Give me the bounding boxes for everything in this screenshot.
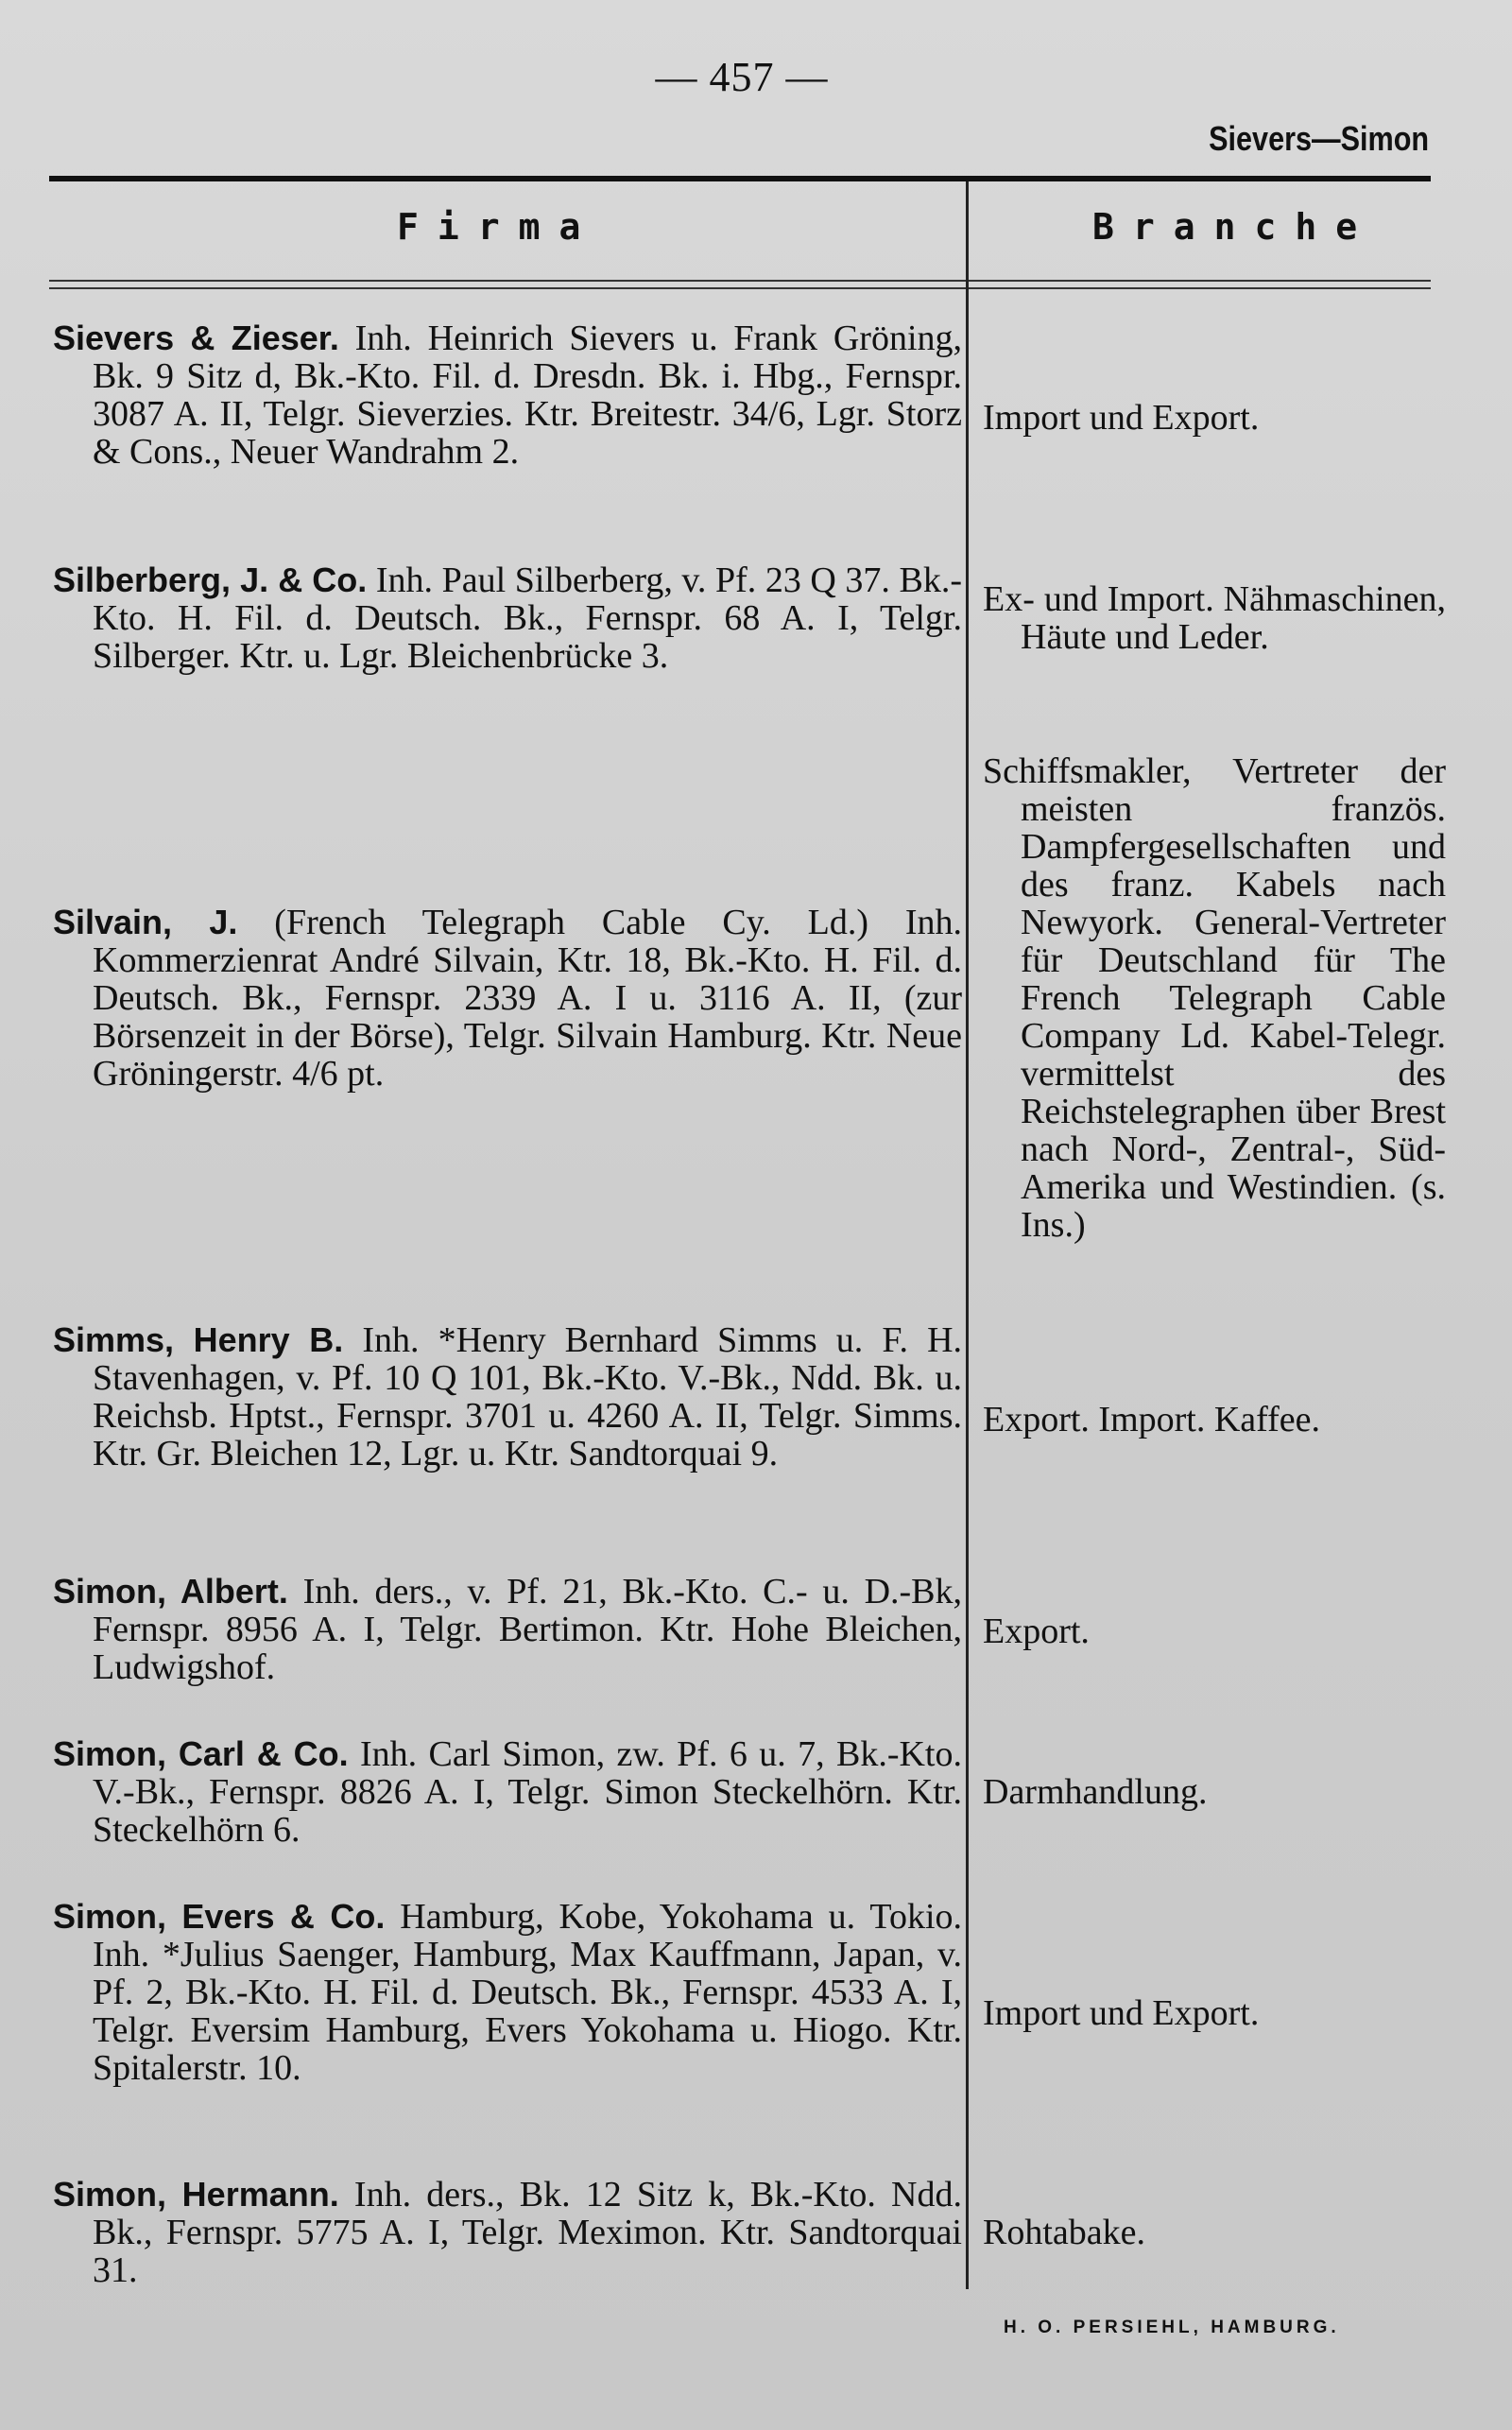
branche-text: Darmhandlung. — [983, 1772, 1208, 1812]
entry-firma — [53, 1321, 962, 1473]
branche-text: Export. — [983, 1611, 1090, 1651]
firm-details: Inh. ders., Bk. 12 Sitz k, Bk.-Kto. Ndd. Bk., Fernspr. 5775 A. I, Telgr. Meximon. Ktr. Sandtorquai 31. — [93, 2175, 963, 2290]
firm-name: Sievers & Zieser. — [53, 319, 339, 357]
firm-details: Inh. Paul Silberberg, v. Pf. 23 Q 37. Bk.-Kto. H. Fil. d. Deutsch. Bk., Fernspr. 68 A. I, Telgr. Silberger. Ktr. u. Lgr. Bleichenbrücke 3. — [93, 560, 962, 676]
entry-branche — [983, 2214, 1446, 2251]
column-header-firma: Firma — [397, 206, 600, 248]
entry-branche — [983, 399, 1446, 437]
branche-text: Rohtabake. — [983, 2213, 1146, 2252]
firm-details: Inh. ders., v. Pf. 21, Bk.-Kto. C.- u. D.-Bk, Fernspr. 8956 A. I, Telgr. Bertimon. Ktr. Hohe Bleichen, Ludwigshof. — [93, 1572, 963, 1687]
entry-firma — [53, 561, 962, 675]
branche-text: Import und Export. — [983, 1993, 1260, 2033]
entry-branche — [983, 1773, 1446, 1811]
entry-firma — [53, 319, 962, 471]
firm-name: Simon, Evers & Co. — [53, 1897, 386, 1936]
firm-name: Simon, Albert. — [53, 1572, 288, 1611]
column-separator — [966, 181, 969, 2289]
entry-branche — [983, 1994, 1446, 2032]
branche-text: Import und Export. — [983, 398, 1260, 438]
entry-branche — [983, 752, 1446, 1244]
entry-branche — [983, 1612, 1446, 1650]
firm-details: Inh. Carl Simon, zw. Pf. 6 u. 7, Bk.-Kto. V.-Bk., Fernspr. 8826 A. I, Telgr. Simon Steckelhörn. Ktr. Steckelhörn 6. — [93, 1734, 962, 1850]
branche-text: Schiffsmakler, Vertreter der meisten französ. Dampfergesellschaften und des franz. Kabels nach Newyork. General-Vertreter für Deutschland für The French Telegraph Cable Company Ld. Kabel-Telegr. vermittelst des Reichstelegraphen über Brest nach Nord-, Zentral-, Süd-Amerika und Westindien. (s. Ins.) — [983, 751, 1446, 1245]
entry-branche — [983, 580, 1446, 656]
firm-name: Silvain, J. — [53, 903, 238, 941]
entry-firma — [53, 1898, 962, 2087]
branche-text: Export. Import. Kaffee. — [983, 1400, 1321, 1439]
column-header-branche: Branche — [1092, 206, 1377, 248]
firm-details: Inh. *Henry Bernhard Simms u. F. H. Stavenhagen, v. Pf. 10 Q 101, Bk.-Kto. V.-Bk., Ndd. Bk. u. Reichsb. Hptst., Fernspr. 3701 u. 4260 A. II, Telgr. Simms. Ktr. Gr. Bleichen 12, Lgr. u. Ktr. Sandtorquai 9. — [93, 1320, 963, 1474]
printer-imprint: H. O. PERSIEHL, HAMBURG. — [1004, 2318, 1340, 2337]
firm-details: Inh. Heinrich Sievers u. Frank Gröning, Bk. 9 Sitz d, Bk.-Kto. Fil. d. Dresdn. Bk. i. Hbg., Fernspr. 3087 A. II, Telgr. Sieverzies. Ktr. Breitestr. 34/6, Lgr. Storz & Cons., Neuer Wandrahm 2. — [93, 319, 963, 472]
firm-details: (French Telegraph Cable Cy. Ld.) Inh. Kommerzienrat André Silvain, Ktr. 18, Bk.-Kto. H. Fil. d. Deutsch. Bk., Fernspr. 2339 A. I u. 3116 A. II, (zur Börsenzeit in der Börse), Telgr. Silvain Hamburg. Ktr. Neue Gröningerstr. 4/6 pt. — [93, 903, 962, 1094]
top-rule — [49, 176, 1431, 181]
entry-firma — [53, 1573, 962, 1686]
header-rule — [49, 280, 1431, 282]
firm-name: Simms, Henry B. — [53, 1320, 344, 1359]
entry-branche — [983, 1401, 1446, 1439]
entry-firma — [53, 2176, 962, 2289]
entry-firma — [53, 904, 962, 1093]
firm-name: Simon, Hermann. — [53, 2175, 339, 2214]
firm-name: Silberberg, J. & Co. — [53, 560, 368, 599]
page-number: — 457 — — [655, 54, 829, 100]
firm-details: Hamburg, Kobe, Yokohama u. Tokio. Inh. *Julius Saenger, Hamburg, Max Kauffmann, Japan, v. Pf. 2, Bk.-Kto. H. Fil. d. Deutsch. Bk., Fernspr. 4533 A. I, Telgr. Eversim Hamburg, Evers Yokohama u. Hiogo. Ktr. Spitalerstr. 10. — [93, 1897, 962, 2088]
running-head: Sievers—Simon — [1208, 119, 1429, 158]
branche-text: Ex- und Import. Nähmaschinen, Häute und Leder. — [983, 579, 1446, 657]
entry-firma — [53, 1735, 962, 1849]
firm-name: Simon, Carl & Co. — [53, 1734, 349, 1773]
header-rule-double — [49, 287, 1431, 289]
